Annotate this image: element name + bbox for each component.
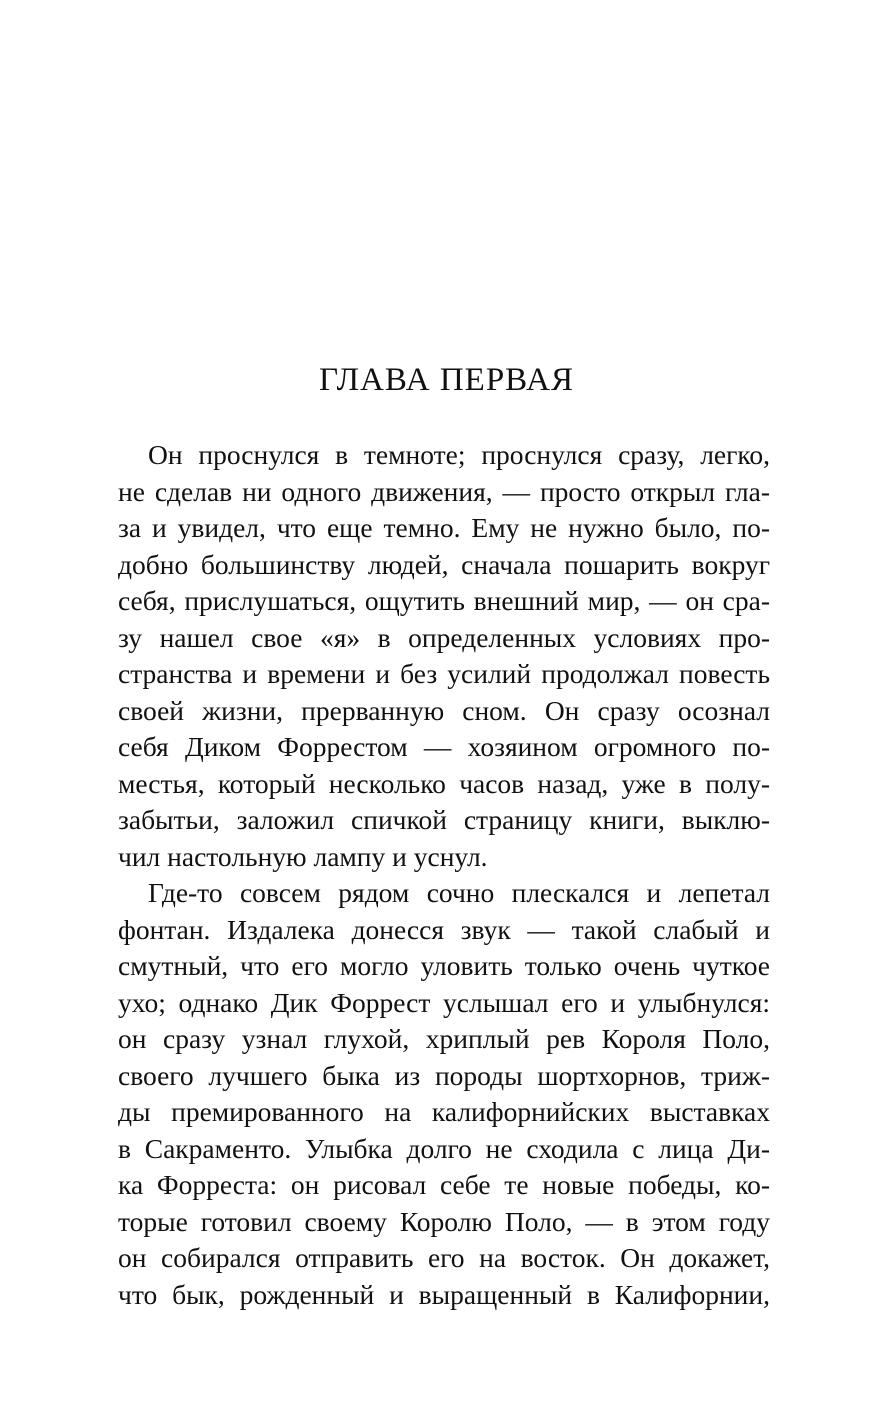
text-line: себя, прислушаться, ощутить внешний мир, — он сра- [118, 585, 770, 616]
text-line: ухо; однако Дик Форрест услышал его и улыбнулся: [118, 986, 770, 1018]
text-line: фонтан. Издалека донесся звук — такой слабый и [118, 913, 770, 945]
text-line: за и увидел, что еще темно. Ему не нужно было, по- [118, 512, 770, 543]
text-line: странства и времени и без усилий продолжал повесть [118, 658, 770, 689]
text-line: смутный, что его могло уловить только очень чуткое [118, 950, 770, 981]
text-line: чил настольную лампу и уснул. [118, 840, 488, 872]
text-line: местья, который несколько часов назад, уже в полу- [118, 767, 770, 799]
text-line: зу нашел свое «я» в определенных условиях про- [118, 621, 770, 653]
text-line: Он проснулся в темноте; проснулся сразу, легко, [148, 439, 770, 470]
text-line: ка Форреста: он рисовал себе те новые победы, ко- [118, 1169, 770, 1200]
text-line: ды премированного на калифорнийских выставках [118, 1096, 770, 1127]
text-line: своего лучшего быка из породы шортхорнов, триж- [118, 1059, 770, 1091]
text-line: забытьи, заложил спичкой страницу книги, выклю- [118, 804, 770, 835]
text-line: он собирался отправить его на восток. Он докажет, [118, 1242, 770, 1273]
text-line: своей жизни, прерванную сном. Он сразу осознал [118, 694, 770, 726]
body-text [118, 437, 770, 1313]
text-line: Где-то совсем рядом сочно плескался и лепетал [148, 877, 770, 908]
text-line: торые готовил своему Королю Поло, — в этом году [118, 1205, 770, 1237]
text-line: добно большинству людей, сначала пошарить вокруг [118, 548, 770, 580]
chapter-title: ГЛАВА ПЕРВАЯ [319, 362, 574, 398]
text-line: что бык, рожденный и выращенный в Калифорнии, [118, 1278, 770, 1310]
text-line: себя Диком Форрестом — хозяином огромного по- [118, 731, 770, 762]
text-line: не сделав ни одного движения, — просто открыл гла- [118, 475, 770, 507]
text-line: он сразу узнал глухой, хриплый рев Короля Поло, [118, 1023, 770, 1054]
text-line: в Сакраменто. Улыбка долго не сходила с лица Ди- [118, 1132, 770, 1164]
